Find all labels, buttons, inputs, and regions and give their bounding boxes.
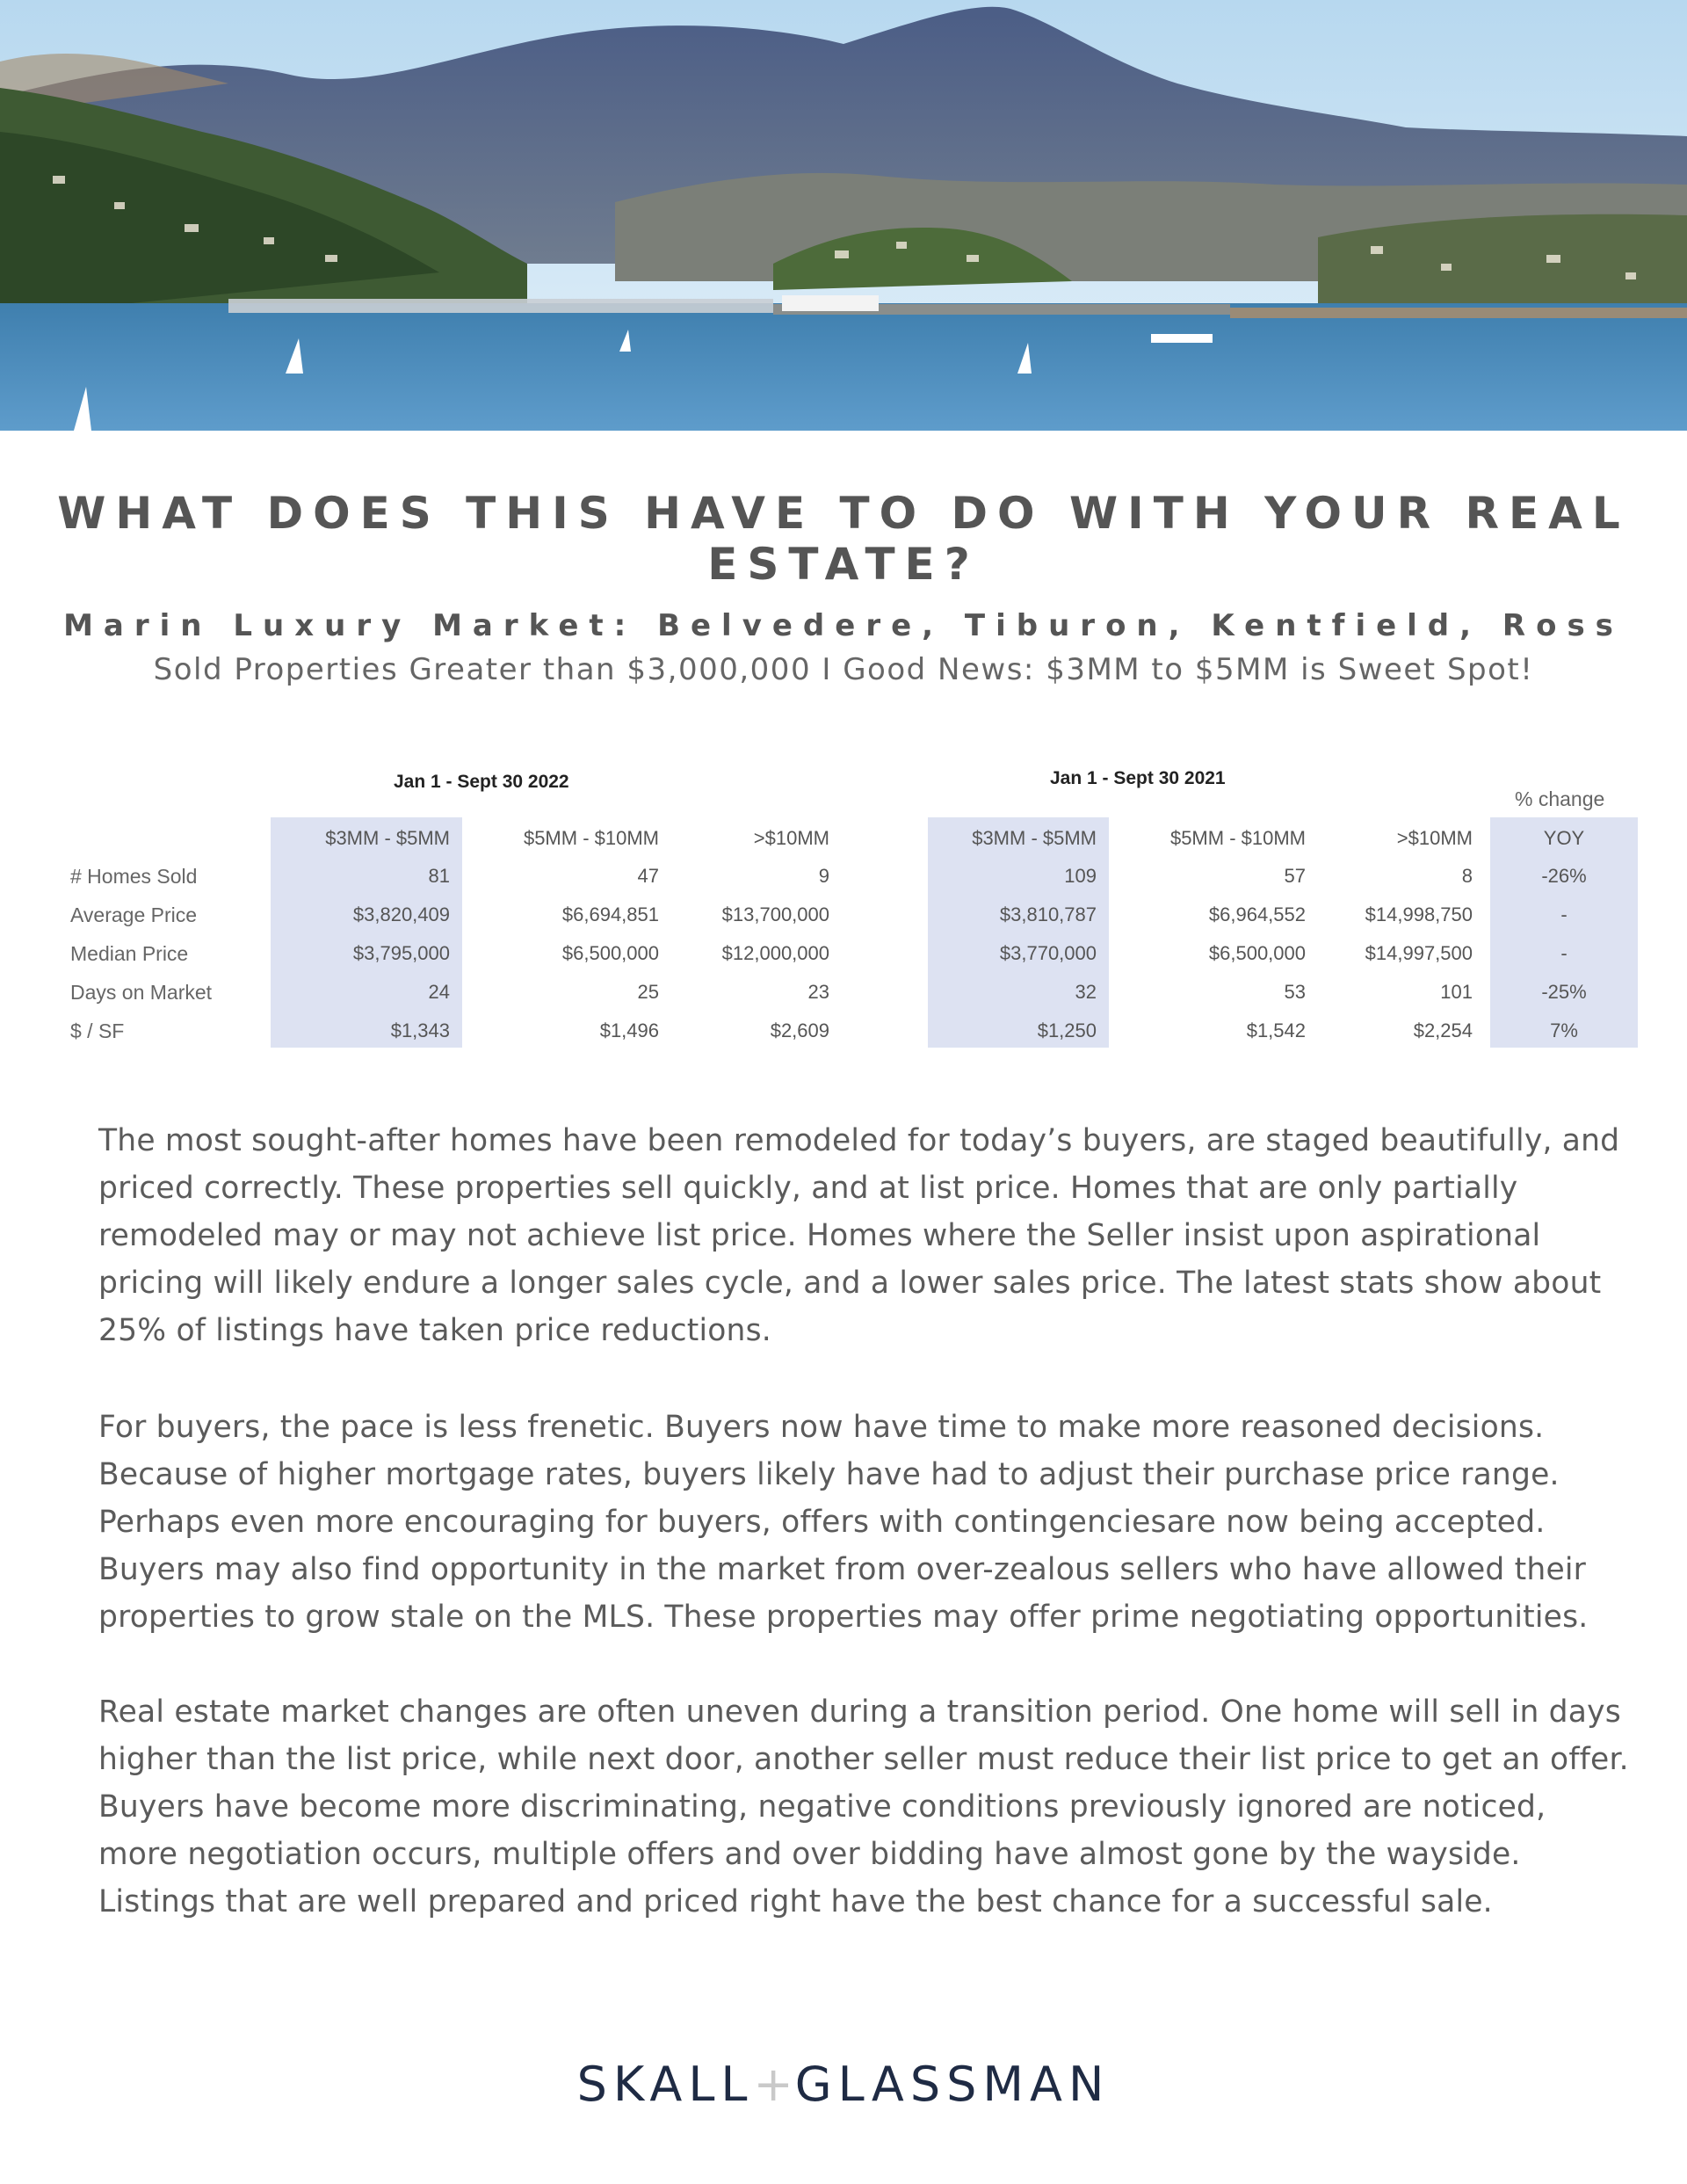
- cell: 57: [1284, 865, 1306, 887]
- cell: $2,254: [1413, 1019, 1473, 1041]
- paragraph-line: Buyers may also find opportunity in the market from over-zealous sellers who have allowed their: [98, 1552, 1587, 1587]
- hero-landscape-illustration: [0, 0, 1687, 431]
- paragraph-line: Perhaps even more encouraging for buyers, offers with contingenciesare now being accepted.: [98, 1505, 1546, 1540]
- cell: 8: [1461, 865, 1473, 887]
- cell: 24: [428, 981, 450, 1003]
- cell: $14,998,750: [1365, 903, 1473, 925]
- market-subhead: Marin Luxury Market: Belvedere, Tiburon, Kentfield, Ross: [63, 608, 1624, 643]
- cell: $12,000,000: [721, 942, 829, 964]
- cell: 32: [1075, 981, 1097, 1003]
- cell: $2,609: [770, 1019, 829, 1041]
- cell: $6,964,552: [1208, 903, 1306, 925]
- paragraph-sought-after-homes: [98, 1117, 1627, 1354]
- cell: $6,500,000: [1208, 942, 1306, 964]
- cell: 25: [637, 981, 659, 1003]
- header-2022-col2: $5MM - $10MM: [523, 827, 659, 849]
- paragraph-line: remodeled may or may not achieve list price. Homes where the Seller insist upon aspirational: [98, 1218, 1541, 1253]
- paragraph-line: pricing will likely endure a longer sales cycle, and a lower sales price. The latest stats show about: [98, 1266, 1602, 1301]
- cell-yoy: 7%: [1550, 1019, 1578, 1041]
- paragraph-line: Buyers have become more discriminating, negative conditions previously ignored are noticed,: [98, 1789, 1546, 1825]
- cell: 53: [1284, 981, 1306, 1003]
- header-2021-col3: >$10MM: [1396, 827, 1473, 849]
- header-2022-col1: $3MM - $5MM: [325, 827, 450, 849]
- paragraph-line: higher than the list price, while next door, another seller must reduce their list price to get an offer.: [98, 1742, 1629, 1777]
- row-label-days-on-market: Days on Market: [70, 981, 213, 1004]
- cell: $3,795,000: [352, 942, 450, 964]
- paragraph-line: Listings that are well prepared and priced right have the best chance for a successful sale.: [98, 1884, 1493, 1919]
- paragraph-line: Because of higher mortgage rates, buyers likely have had to adjust their purchase price range.: [98, 1457, 1560, 1492]
- pct-change-label: % change: [1515, 787, 1605, 810]
- header-yoy: YOY: [1543, 827, 1585, 849]
- paragraph-line: properties to grow stale on the MLS. These properties may offer prime negotiating opportunities.: [98, 1600, 1589, 1635]
- cell-yoy: -: [1560, 942, 1568, 964]
- cell-yoy: -: [1560, 903, 1568, 925]
- row-label-median-price: Median Price: [70, 942, 189, 965]
- logo-plus: +: [753, 2057, 795, 2112]
- cell: $6,694,851: [561, 903, 659, 925]
- logo-left: SKALL: [576, 2057, 754, 2112]
- cell: 109: [1064, 865, 1097, 887]
- paragraph-line: For buyers, the pace is less frenetic. Buyers now have time to make more reasoned decisions.: [98, 1410, 1545, 1445]
- paragraph-line: Real estate market changes are often uneven during a transition period. One home will sell in days: [98, 1694, 1621, 1730]
- period-2022-label: Jan 1 - Sept 30 2022: [394, 772, 569, 792]
- hero-photo: [0, 0, 1687, 431]
- cell: 47: [637, 865, 659, 887]
- cell: 9: [818, 865, 829, 887]
- cell: $13,700,000: [721, 903, 829, 925]
- paragraph-line: The most sought-after homes have been remodeled for today’s buyers, are staged beautifully, and: [98, 1123, 1620, 1158]
- market-tagline: Sold Properties Greater than $3,000,000 I Good News: $3MM to $5MM is Sweet Spot!: [153, 652, 1534, 687]
- cell: $1,542: [1246, 1019, 1306, 1041]
- paragraph-line: priced correctly. These properties sell quickly, and at list price. Homes that are only partially: [98, 1171, 1518, 1206]
- cell: $3,810,787: [999, 903, 1097, 925]
- header-2021-col1: $3MM - $5MM: [972, 827, 1097, 849]
- cell: $1,496: [599, 1019, 659, 1041]
- paragraph-market-changes: [98, 1688, 1627, 1926]
- cell: $14,997,500: [1365, 942, 1473, 964]
- cell: 23: [807, 981, 829, 1003]
- cell: 81: [428, 865, 450, 887]
- row-label-average-price: Average Price: [70, 903, 198, 926]
- period-2021-label: Jan 1 - Sept 30 2021: [1050, 768, 1226, 788]
- cell: $6,500,000: [561, 942, 659, 964]
- cell-yoy: -25%: [1541, 981, 1587, 1003]
- cell: 101: [1440, 981, 1473, 1003]
- header-2022-col3: >$10MM: [753, 827, 829, 849]
- cell: $1,343: [390, 1019, 450, 1041]
- header-2021-col2: $5MM - $10MM: [1169, 827, 1306, 849]
- paragraph-line: more negotiation occurs, multiple offers and over bidding have almost gone by the wayside.: [98, 1837, 1521, 1872]
- skall-glassman-logo: [0, 2057, 1687, 2112]
- row-label-homes-sold: # Homes Sold: [70, 865, 198, 888]
- cell-yoy: -26%: [1541, 865, 1587, 887]
- paragraph-for-buyers: [98, 1404, 1627, 1641]
- logo-right: GLASSMAN: [794, 2057, 1111, 2112]
- paragraph-line: 25% of listings have taken price reductions.: [98, 1313, 771, 1348]
- cell: $3,820,409: [352, 903, 450, 925]
- row-label-price-per-sf: $ / SF: [70, 1019, 125, 1042]
- cell: $1,250: [1037, 1019, 1097, 1041]
- cell: $3,770,000: [999, 942, 1097, 964]
- page-headline: WHAT DOES THIS HAVE TO DO WITH YOUR REAL ESTATE?: [57, 488, 1630, 590]
